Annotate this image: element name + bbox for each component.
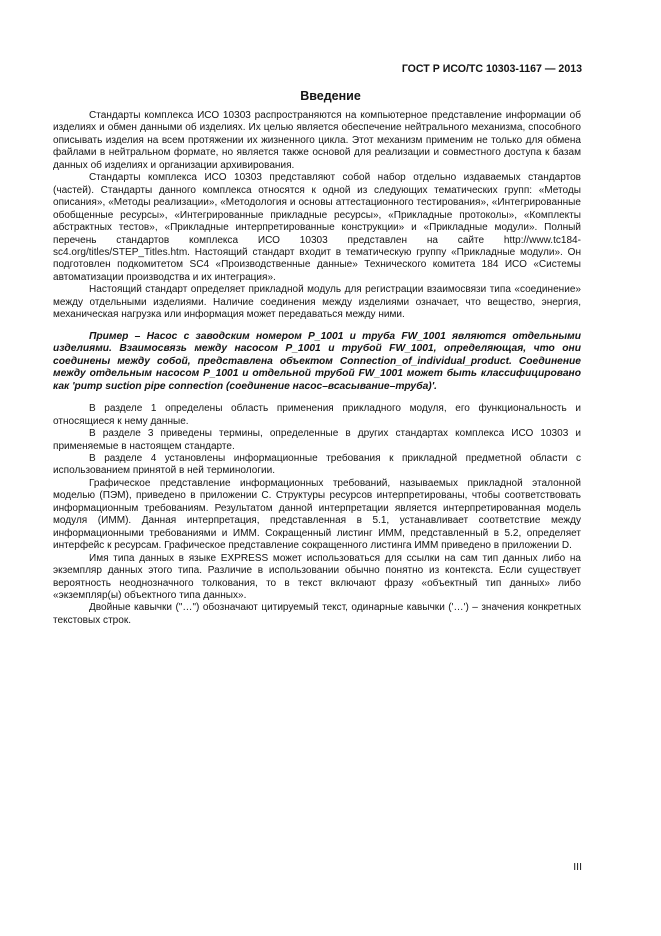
paragraph-section-3: В разделе 3 приведены термины, определенные в других стандартах комплекса ИСО 10303 и применяемые в настоящем стандарте.: [53, 428, 581, 452]
paragraph-section-1: В разделе 1 определены область применения прикладного модуля, его функциональность и относящиеся к нему данные.: [53, 403, 581, 427]
page-number: III: [573, 861, 582, 873]
document-body: [53, 110, 581, 627]
example-note: Пример – Насос с заводским номером P_1001 и труба FW_1001 являются отдельными изделиями. Взаимосвязь между насосом P_1001 и трубой FW_1001, определяющая, что они соединены между собой, представлена объектом Connection_of_individual_product. Соединение между отдельным насосом P_1001 и отдельной трубой FW_1001 может быть классифицировано как 'pump suction pipe connection (соединение насос–всасывание–труба)'.: [53, 330, 581, 392]
paragraph-express: Имя типа данных в языке EXPRESS может использоваться для ссылки на сам тип данных либо на экземпляр данных этого типа. Различие в использовании обычно понятно из контекста. Если существует вероятность неоднозначного толкования, то в текст включают фразу «объектный тип данных» либо «экземпляр(ы) объектного типа данных».: [53, 552, 581, 601]
paragraph-section-4: В разделе 4 установлены информационные требования к прикладной предметной области с использованием принятой в ней терминологии.: [53, 453, 581, 477]
paragraph-arm-mim: Графическое представление информационных требований, называемых прикладной эталонной моделью (ПЭМ), приведено в приложении С. Структуры ресурсов интерпретированы, чтобы соответствовать информационным требованиям. Результатом данной интерпретации является интерпретированная модель модуля (ИММ). Данная интерпретация, представленная в 5.1, устанавливает соответствие между информационными требованиями и ИММ. Сокращенный листинг ИММ, представленный в 5.2, определяет интерфейс к ресурсам. Графическое представление сокращенного листинга ИММ приведено в приложении D.: [53, 477, 581, 552]
paragraph-purpose: Стандарты комплекса ИСО 10303 распространяются на компьютерное представление информации об изделиях и обмен данными об изделиях. Их целью является обеспечение нейтрального механизма, способного описывать изделия на всем протяжении их жизненного цикла. Этот механизм применим не только для обмена файлами в нейтральном формате, но является также основой для реализации и совместного доступа к базам данных об изделиях и организации архивирования.: [53, 110, 581, 171]
paragraph-quotes: Двойные кавычки ("…") обозначают цитируемый текст, одинарные кавычки ('…') – значения конкретных текстовых строк.: [53, 602, 581, 626]
paragraph-series: Стандарты комплекса ИСО 10303 представляют собой набор отдельно издаваемых стандартов (частей). Стандарты данного комплекса относятся к одной из следующих тематических групп: «Методы описания», «Методы реализации», «Методология и основы аттестационного тестирования», «Интегрированные обобщенные ресурсы», «Интегрированные прикладные ресурсы», «Прикладные протоколы», «Комплекты абстрактных тестов», «Прикладные интерпретированные конструкции» и «Прикладные модули». Полный перечень стандартов комплекса ИСО 10303 представлен на сайте http://www.tc184-sc4.org/titles/STEP_Titles.htm. Настоящий стандарт входит в тематическую группу «Прикладные модули». Он подготовлен подкомитетом SC4 «Производственные данные» Технического комитета 184 ИСО «Системы автоматизации производства и их интеграция».: [53, 172, 581, 283]
paragraph-scope: Настоящий стандарт определяет прикладной модуль для регистрации взаимосвязи типа «соединение» между отдельными изделиями. Наличие соединения между изделиями означает, что вещество, энергия, механическая нагрузка или информация может передаваться между ними.: [53, 284, 581, 321]
section-title: Введение: [300, 89, 361, 103]
document-header: ГОСТ Р ИСО/ТС 10303-1167 — 2013: [401, 63, 582, 75]
